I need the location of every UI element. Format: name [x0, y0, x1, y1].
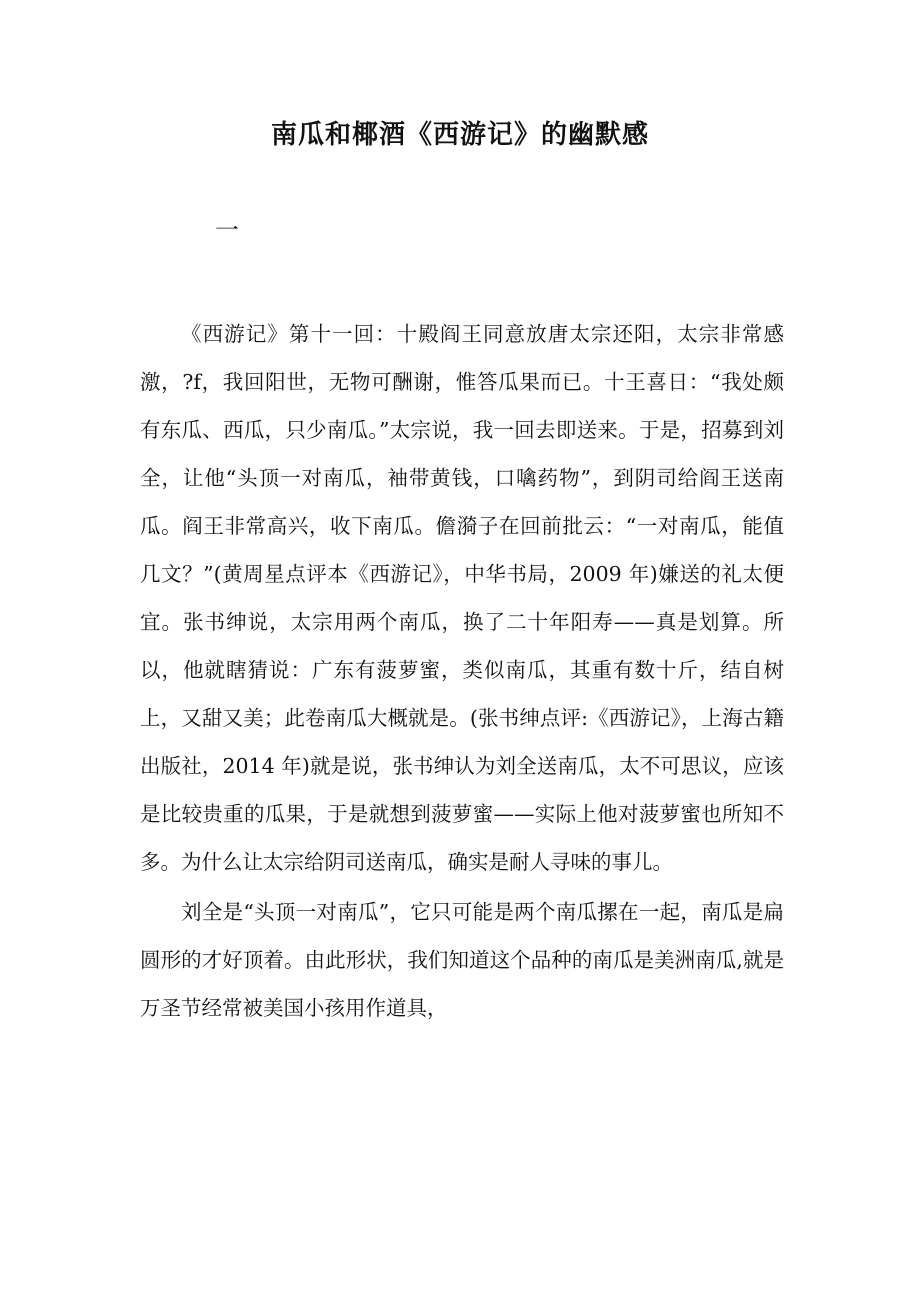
paragraph: 刘全是“头顶一对南瓜”，它只可能是两个南瓜摞在一起，南瓜是扁圆形的才好顶着。由此形状，我们知道这个品种的南瓜是美洲南瓜,就是万圣节经常被美国小孩用作道具， [140, 900, 784, 1020]
document-title: 南瓜和椰酒《西游记》的幽默感 [270, 120, 649, 150]
paragraph: 《西游记》第十一回：十殿阎王同意放唐太宗还阳，太宗非常感激，?f，我回阳世，无物可酬谢，惟答瓜果而已。十王喜日：“我处颇有东瓜、西瓜，只少南瓜。”太宗说，我一回去即送来。于是，招募到刘全，让他“头顶一对南瓜，袖带黄钱，口噙药物”，到阴司给阎王送南瓜。阎王非常高兴，收下南瓜。儋漪子在回前批云：“一对南瓜，能值几文？”(黄周星点评本《西游记》，中华书局，2009 年)嫌送的礼太便宜。张书绅说，太宗用两个南瓜，换了二十年阳寿——真是划算。所以，他就瞎猜说：广东有菠萝蜜，类似南瓜，其重有数十斤，结自树上，又甜又美；此卷南瓜大概就是。(张书绅点评:《西游记》，上海古籍出版社，2014 年)就是说，张书绅认为刘全送南瓜，太不可思议，应该是比较贵重的瓜果，于是就想到菠萝蜜——实际上他对菠萝蜜也所知不多。为什么让太宗给阴司送南瓜，确实是耐人寻味的事儿。 [140, 322, 784, 874]
body-text [140, 310, 784, 1034]
section-number: 一 [215, 216, 239, 244]
